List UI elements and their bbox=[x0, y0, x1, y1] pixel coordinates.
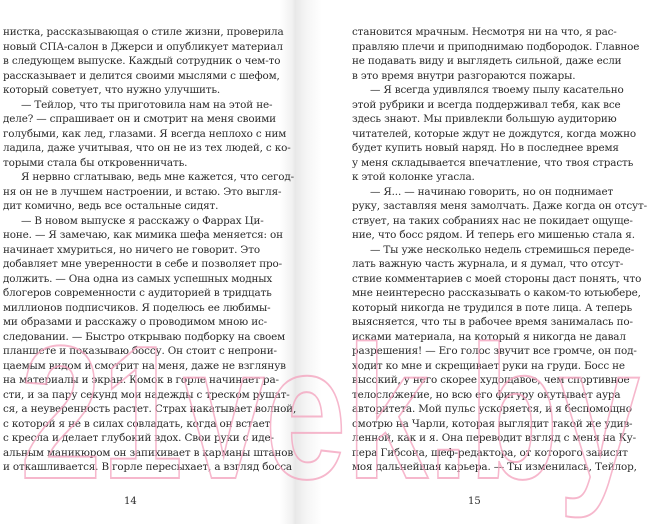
text-line: добавляет мне уверенности в себе и позволяет про- bbox=[3, 258, 282, 271]
text-line: лать важную часть журнала, и я думал, что отсут- bbox=[352, 258, 624, 271]
svg-text:21vek.by: 21vek.by bbox=[20, 307, 640, 519]
text-line: новый СПА-салон в Джерси и опубликует материал bbox=[3, 40, 283, 53]
text-line: выясняется, что ты в рабочее время занималась по- bbox=[352, 316, 633, 329]
text-line: Я нервно сглатываю, ведь мне кажется, что сегод- bbox=[21, 171, 295, 184]
page-number: 15 bbox=[468, 496, 481, 507]
text-line: — В новом выпуске я расскажу о Фаррах Ци- bbox=[21, 214, 264, 227]
text-line: будет купить новый наряд. Но в последнее время bbox=[352, 142, 619, 155]
text-line: моя дальнейшая карьера. — Ты изменилась, Тейлор, bbox=[352, 461, 637, 474]
text-line: ня он не в лучшем настроении, и встаю. Это выгля- bbox=[3, 185, 282, 198]
text-line: миллионов подписчиков. Я поделюсь ее любимы- bbox=[3, 301, 271, 314]
text-line: в следующем выпуске. Каждый сотрудник о чем-то bbox=[3, 55, 281, 68]
text-line: высокий, у него скорее худощавое, чем спортивное bbox=[352, 374, 630, 387]
text-line: не подавать виду и выглядеть сильной, даже если bbox=[352, 55, 622, 68]
text-line: становится мрачным. Несмотря ни на что, я рас- bbox=[352, 26, 617, 38]
text-line: здесь знают. Мы привлекли большую аудиторию bbox=[352, 113, 617, 126]
text-line: ствует, на таких собраниях нас не покидает ощуще- bbox=[352, 214, 633, 227]
text-line: планшете и показываю боссу. Он стоит с непрони- bbox=[3, 345, 277, 358]
text-line: — Тейлор, что ты приготовила нам на этой не- bbox=[21, 98, 273, 111]
text-line: читателей, которые ждут не дождутся, когда можно bbox=[352, 127, 636, 140]
text-line: — Ты уже несколько недель стремишься переде- bbox=[370, 243, 635, 256]
text-line: ходит ко мне и скрещивает руки на груди. Босс не bbox=[352, 359, 625, 372]
text-line: дит комично, ведь все остальные сидят. bbox=[3, 200, 219, 213]
text-line: на материалы и экран. Комок в горле начинает ра- bbox=[3, 374, 279, 387]
text-line: который никогда не трудился в поте лица. А теперь bbox=[352, 301, 632, 314]
text-line: разрешения! — Его голос звучит все громче, он под- bbox=[352, 345, 637, 358]
text-line: руку, заставляя меня замолчать. Даже когда он отсут- bbox=[352, 200, 647, 213]
text-line: смотрю на Чарли, которая выглядит такой же удив- bbox=[352, 417, 633, 430]
text-line: должить. — Она одна из самых успешных модных bbox=[3, 272, 273, 285]
text-line: который советует, что нужно улучшить. bbox=[3, 84, 221, 97]
text-line: цаемым видом и смотрит на меня, даже не взглянув bbox=[3, 359, 286, 372]
text-line: ние, что босс рядом. И теперь его мишенью стала я. bbox=[352, 229, 635, 242]
left-page bbox=[0, 0, 296, 524]
text-line: в это время внутри разгораются пожары. bbox=[352, 69, 576, 82]
text-line: деле? — спрашивает он и смотрит на меня своими bbox=[3, 113, 276, 126]
text-line: ноне. — Я замечаю, как мимика шефа меняется: он bbox=[3, 229, 283, 242]
text-line: у меня складывается впечатление, что твоя страсть bbox=[352, 156, 634, 169]
text-line: авторитета. Мой пульс ускоряется, и я беспомощно bbox=[352, 403, 632, 416]
text-line: исками материала, на который я никогда не давал bbox=[352, 330, 626, 343]
text-line: ми образами и расскажу о проводимом мною ис- bbox=[3, 316, 268, 329]
text-line: и откашливается. В горле пересыхает, а взгляд босса bbox=[3, 461, 292, 474]
text-line: мне неинтересно рассказывать о каком-то ютьюбере, bbox=[352, 287, 641, 300]
text-line: — Я всегда удивлялся твоему пылу касательно bbox=[370, 84, 624, 97]
text-line: — Я... — начинаю говорить, но он поднимает bbox=[370, 185, 614, 198]
text-line: следовании. — Быстро открываю подборку на своем bbox=[3, 330, 286, 343]
text-line: ленной, как и я. Она переводит взгляд с меня на Ку- bbox=[352, 432, 636, 445]
text-line: альным маникюром он запихивает в карманы штанов bbox=[3, 446, 294, 459]
text-line: правляю плечи и приподнимаю подбородок. Главное bbox=[352, 40, 640, 53]
text-line: этой рубрики и всегда поддерживал тебя, как все bbox=[352, 98, 621, 111]
text-line: к этой колонке угасла. bbox=[352, 171, 475, 184]
text-line: торыми стала бы откровенничать. bbox=[3, 156, 188, 169]
text-line: сти, и за пару секунд мои надежды с треском рушат- bbox=[3, 388, 290, 401]
text-line: ствие комментариев с моей стороны даст понять, что bbox=[352, 272, 642, 285]
left-page-text bbox=[3, 25, 297, 475]
text-line: с которой я не в силах совладать, когда он встает bbox=[3, 417, 271, 430]
right-page-text bbox=[352, 25, 647, 475]
text-line: телосложение, но всю его фигуру окутывает аура bbox=[352, 388, 621, 401]
text-line: нистка, рассказывающая о стиле жизни, проверила bbox=[3, 26, 284, 38]
text-line: с кресла и делает глубокий вдох. Свои руки с иде- bbox=[3, 432, 274, 445]
text-line: ладила, даже учитывая, что он не из тех людей, с ко- bbox=[3, 142, 291, 155]
page-number: 14 bbox=[124, 496, 137, 507]
text-line: пера Гибсона, шеф-редактора, от которого зависит bbox=[352, 446, 628, 459]
text-line: голубыми, как лед, глазами. Я всегда неплохо с ним bbox=[3, 127, 287, 140]
text-line: блогеров современности с аудиторией в тридцать bbox=[3, 287, 272, 300]
text-line: рассказывает и делится своими мыслями с шефом, bbox=[3, 69, 280, 82]
text-line: ся, а неуверенность растет. Страх накатывает волной, bbox=[3, 403, 297, 416]
text-line: начинает хмуриться, но ничего не говорит. Это bbox=[3, 243, 260, 256]
